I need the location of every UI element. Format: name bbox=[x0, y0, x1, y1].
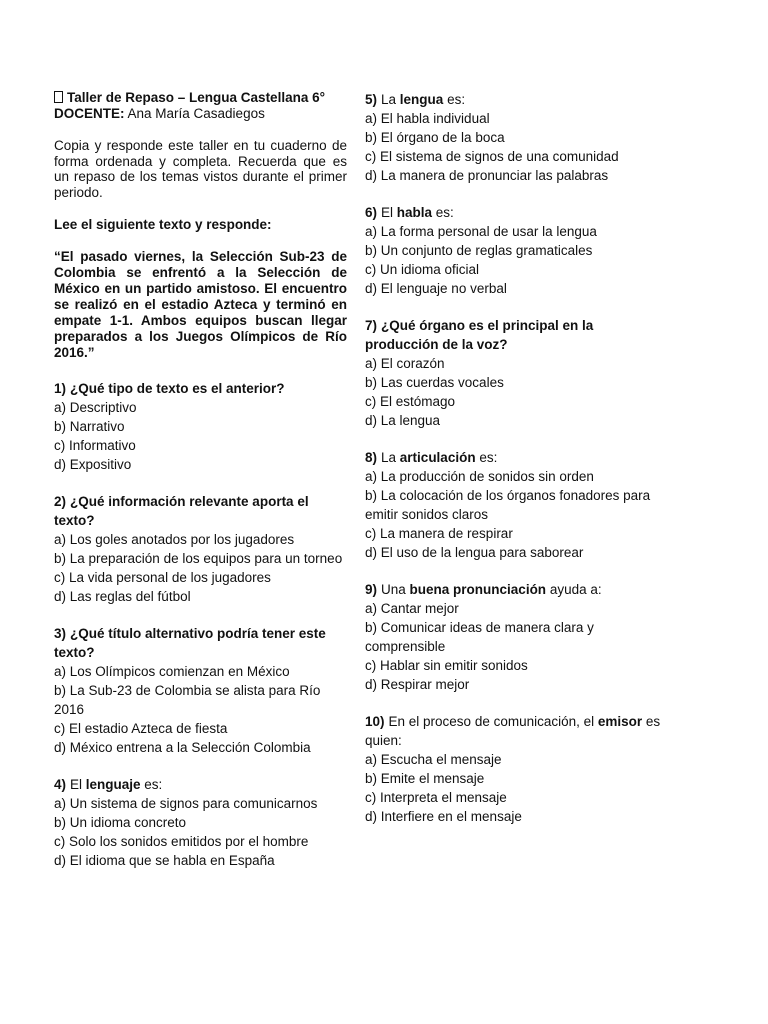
answer-option: c) El estómago bbox=[365, 394, 456, 409]
answer-option: c) El estadio Azteca de fiesta bbox=[54, 721, 228, 736]
question-number: 8) bbox=[365, 450, 378, 465]
reading-instruction: Lee el siguiente texto y responde: bbox=[54, 217, 272, 232]
question-prompt: ¿Qué órgano es el principal en la producción de la voz? bbox=[365, 318, 594, 352]
question-6 bbox=[365, 203, 665, 298]
question-prompt-start: El bbox=[70, 777, 86, 792]
question-number: 2) bbox=[54, 494, 67, 509]
left-question-list bbox=[54, 379, 347, 870]
answer-option: c) Hablar sin emitir sonidos bbox=[365, 658, 528, 673]
answer-option: d) El idioma que se habla en España bbox=[54, 853, 275, 868]
question-keyword: habla bbox=[396, 205, 433, 220]
answer-option: c) Solo los sonidos emitidos por el hombre bbox=[54, 834, 309, 849]
question-prompt-end: es: bbox=[443, 92, 466, 107]
teacher-line bbox=[54, 106, 347, 122]
question-prompt-start: El bbox=[381, 205, 397, 220]
question-1 bbox=[54, 379, 347, 474]
answer-option: a) El habla individual bbox=[365, 111, 490, 126]
question-prompt-end: es: bbox=[475, 450, 498, 465]
question-5 bbox=[365, 90, 665, 185]
question-keyword: emisor bbox=[597, 714, 643, 729]
answer-option: b) El órgano de la boca bbox=[365, 130, 505, 145]
question-text bbox=[365, 316, 665, 354]
answer-option: a) La forma personal de usar la lengua bbox=[365, 224, 597, 239]
answer-option: b) La preparación de los equipos para un torneo bbox=[54, 551, 343, 566]
answer-option: a) Escucha el mensaje bbox=[365, 752, 502, 767]
question-keyword: lengua bbox=[399, 92, 444, 107]
answer-option: d) El uso de la lengua para saborear bbox=[365, 545, 584, 560]
question-number: 3) bbox=[54, 626, 67, 641]
question-prompt-start: En el proceso de comunicación, el bbox=[388, 714, 598, 729]
question-keyword: buena pronunciación bbox=[409, 582, 547, 597]
answer-option: b) Un idioma concreto bbox=[54, 815, 187, 830]
docente-label: DOCENTE: bbox=[54, 106, 125, 121]
answer-option: b) Narrativo bbox=[54, 419, 125, 434]
question-prompt-end: es: bbox=[140, 777, 163, 792]
question-text bbox=[54, 775, 347, 794]
question-9 bbox=[365, 580, 665, 694]
answer-option: b) Emite el mensaje bbox=[365, 771, 485, 786]
answer-option: a) Cantar mejor bbox=[365, 601, 459, 616]
question-2 bbox=[54, 492, 347, 606]
answer-option: d) México entrena a la Selección Colombia bbox=[54, 740, 311, 755]
question-prompt-start: La bbox=[381, 450, 400, 465]
question-prompt: ¿Qué título alternativo podría tener este texto? bbox=[54, 626, 326, 660]
right-question-list bbox=[365, 90, 665, 826]
question-prompt-start: Una bbox=[381, 582, 410, 597]
answer-option: a) Los Olímpicos comienzan en México bbox=[54, 664, 290, 679]
answer-option: b) Comunicar ideas de manera clara y comprensible bbox=[365, 620, 594, 654]
answer-option: d) El lenguaje no verbal bbox=[365, 281, 507, 296]
answer-option: d) Respirar mejor bbox=[365, 677, 470, 692]
answer-option: b) Un conjunto de reglas gramaticales bbox=[365, 243, 593, 258]
question-number: 6) bbox=[365, 205, 378, 220]
answer-option: c) Un idioma oficial bbox=[365, 262, 480, 277]
question-keyword: lenguaje bbox=[85, 777, 141, 792]
question-prompt-end: es quien: bbox=[365, 714, 661, 748]
answer-option: a) Descriptivo bbox=[54, 400, 137, 415]
question-prompt-end: es: bbox=[432, 205, 454, 220]
question-text bbox=[365, 203, 665, 222]
answer-option: a) Un sistema de signos para comunicarnos bbox=[54, 796, 318, 811]
right-column bbox=[365, 90, 665, 826]
question-text bbox=[365, 712, 665, 750]
question-text bbox=[54, 624, 347, 662]
question-number: 10) bbox=[365, 714, 385, 729]
question-text bbox=[54, 379, 347, 398]
question-number: 9) bbox=[365, 582, 378, 597]
question-prompt-start: La bbox=[381, 92, 400, 107]
answer-option: a) Los goles anotados por los jugadores bbox=[54, 532, 295, 547]
reading-passage: “El pasado viernes, la Selección Sub-23 de Colombia se enfrentó a la Selección de México en un partido amistoso. El encuentro se realizó en el estadio Azteca y terminó en empate 1-1. Ambos equipos buscan llegar preparados a los Juegos Olímpicos de Río 2016.” bbox=[54, 249, 347, 360]
question-7 bbox=[365, 316, 665, 430]
answer-option: d) La lengua bbox=[365, 413, 441, 428]
answer-option: d) La manera de pronunciar las palabras bbox=[365, 168, 609, 183]
answer-option: b) La Sub-23 de Colombia se alista para Río 2016 bbox=[54, 683, 321, 717]
answer-option: c) La manera de respirar bbox=[365, 526, 513, 541]
docente-name: Ana María Casadiegos bbox=[124, 106, 265, 121]
question-number: 1) bbox=[54, 381, 67, 396]
answer-option: c) Interpreta el mensaje bbox=[365, 790, 507, 805]
left-column bbox=[54, 90, 347, 870]
answer-option: d) Expositivo bbox=[54, 457, 132, 472]
question-text bbox=[365, 90, 665, 109]
answer-option: c) El sistema de signos de una comunidad bbox=[365, 149, 619, 164]
question-prompt: ¿Qué tipo de texto es el anterior? bbox=[70, 381, 285, 396]
worksheet-title: Taller de Repaso – Lengua Castellana 6° bbox=[54, 90, 347, 106]
question-text bbox=[54, 492, 347, 530]
question-keyword: articulación bbox=[399, 450, 476, 465]
answer-option: a) El corazón bbox=[365, 356, 445, 371]
intro-paragraph: Copia y responde este taller en tu cuaderno de forma ordenada y completa. Recuerda que es un repaso de los temas vistos durante el primer periodo. bbox=[54, 138, 347, 200]
question-prompt-end: ayuda a: bbox=[546, 582, 602, 597]
missing-glyph-icon bbox=[54, 91, 63, 103]
answer-option: c) La vida personal de los jugadores bbox=[54, 570, 271, 585]
question-10 bbox=[365, 712, 665, 826]
answer-option: c) Informativo bbox=[54, 438, 136, 453]
question-text bbox=[365, 448, 665, 467]
answer-option: d) Las reglas del fútbol bbox=[54, 589, 191, 604]
question-number: 4) bbox=[54, 777, 67, 792]
question-4 bbox=[54, 775, 347, 870]
answer-option: b) Las cuerdas vocales bbox=[365, 375, 504, 390]
question-3 bbox=[54, 624, 347, 757]
question-8 bbox=[365, 448, 665, 562]
question-text bbox=[365, 580, 665, 599]
answer-option: a) La producción de sonidos sin orden bbox=[365, 469, 594, 484]
question-number: 5) bbox=[365, 92, 378, 107]
answer-option: d) Interfiere en el mensaje bbox=[365, 809, 522, 824]
question-prompt: ¿Qué información relevante aporta el texto? bbox=[54, 494, 309, 528]
question-number: 7) bbox=[365, 318, 378, 333]
answer-option: b) La colocación de los órganos fonadores para emitir sonidos claros bbox=[365, 488, 651, 522]
